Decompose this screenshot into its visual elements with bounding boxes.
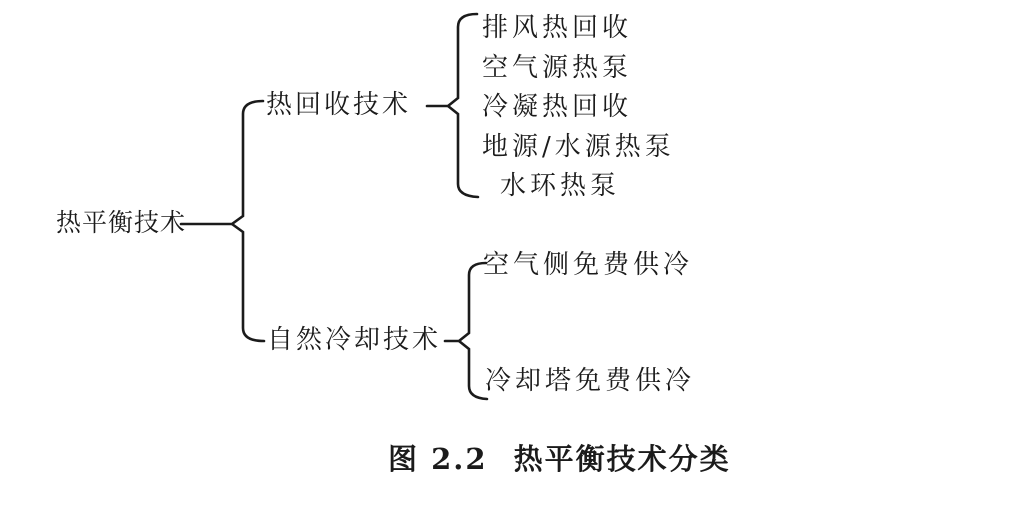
natural-cooling-brace	[459, 263, 487, 399]
leaf-air-source-heat-pump: 空气源热泵	[482, 53, 633, 83]
leaf-airside-free-cooling: 空气侧免费供冷	[483, 250, 694, 280]
leaf-condensing-heat-recovery: 冷凝热回收	[482, 92, 633, 122]
figure-number: 图 2.2	[388, 442, 488, 476]
leaf-cooling-tower-free-cooling: 冷却塔免费供冷	[485, 366, 696, 396]
leaf-water-loop-heat-pump: 水环热泵	[500, 171, 621, 201]
leaf-ground-water-source-heat-pump: 地源/水源热泵	[482, 132, 675, 162]
node-heat-recovery: 热回收技术	[266, 90, 412, 120]
node-natural-cooling: 自然冷却技术	[267, 325, 442, 355]
heat-recovery-brace	[448, 14, 478, 197]
figure-caption	[388, 437, 731, 478]
figure-title: 热平衡技术分类	[513, 442, 731, 476]
root-brace	[232, 101, 264, 341]
node-root: 热平衡技术	[56, 208, 187, 237]
leaf-exhaust-heat-recovery: 排风热回收	[482, 13, 633, 43]
